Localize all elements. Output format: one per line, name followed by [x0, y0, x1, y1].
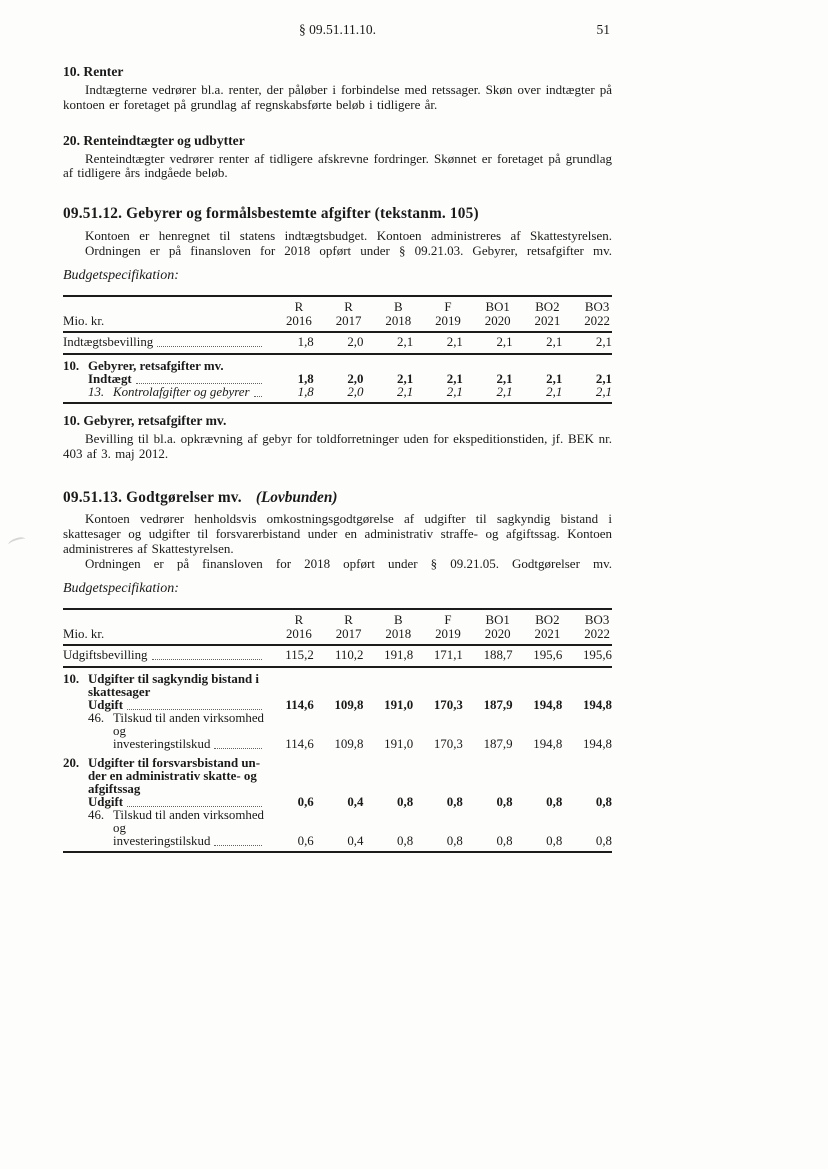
- scan-artifact: [7, 535, 27, 548]
- table-value-cell: 1,8: [297, 334, 314, 349]
- table-data-row: [63, 809, 612, 852]
- heading-09-51-13-text: 09.51.13. Godtgørelser mv.: [63, 489, 242, 507]
- paragraph-renteindtaegter: Renteindtægter vedrører renter af tidligere afskrevne fordringer. Skønnet er foretaget på grundlag af tidligere års indgåede beløb.: [63, 150, 612, 181]
- table-value-cell: 2,1: [546, 384, 563, 399]
- table-value-cell: 2,1: [446, 371, 463, 386]
- table-value-cell: 109,8: [334, 736, 364, 751]
- unit-label: Mio. kr.: [63, 626, 105, 641]
- table-value-cell: [562, 751, 612, 796]
- table-label-cell: Udgiftsbevilling: [63, 645, 264, 667]
- paragraph-09-51-13-1: Kontoen vedrører henholdsvis omkostningsgodtgørelse af udgifter til sagkyndig bistand i skattesager og udgifter til forsvarerbistand under en administrativ straffe- og afgiftssag. Kontoen administreres af Skattestyrelsen.: [63, 511, 612, 556]
- table-value-cell: 2,1: [595, 334, 612, 349]
- table-value-cell: 187,9: [483, 697, 513, 712]
- paragraph-renter: Indtægterne vedrører bl.a. renter, der påløber i forbindelse med retssager. Skøn over indtægter på kontoen er foretaget på grundlag af regnskabsførte beløb i tidligere år.: [63, 82, 612, 112]
- heading-gebyrer-retsafgifter: 10. Gebyrer, retsafgifter mv.: [63, 412, 227, 428]
- table-label-cell: 10. Udgifter til sagkyndig bistand i skattesager: [63, 671, 259, 699]
- table-value-cell: 191,8: [384, 647, 414, 662]
- column-header: BO3 2022: [584, 299, 610, 328]
- table-value-cell: 110,2: [334, 647, 364, 662]
- table-label-cell: Udgift: [63, 699, 264, 712]
- table-value-cell: 0,8: [546, 833, 563, 848]
- row-number: 13.: [88, 384, 105, 399]
- table-value-cell: [363, 354, 413, 373]
- table-value-cell: 0,6: [297, 794, 314, 809]
- table-value-cell: 0,8: [496, 833, 513, 848]
- section-ref: § 09.51.11.10.: [298, 22, 377, 37]
- table-value-cell: 0,4: [347, 833, 364, 848]
- table-value-cell: 194,8: [582, 736, 612, 751]
- paragraph-gebyrer-retsafgifter: Bevilling til bl.a. opkrævning af gebyr for toldforretninger uden for ekspeditionstiden, jf. BEK nr. 403 af 3. maj 2012.: [63, 430, 612, 461]
- column-header: R 2016: [285, 299, 312, 328]
- dotted-leader: [157, 346, 262, 347]
- table-value-cell: 194,8: [533, 736, 563, 751]
- column-header: BO1 2020: [484, 612, 511, 641]
- column-header: R 2017: [335, 612, 362, 641]
- page-body: [63, 0, 612, 853]
- budget-table-1: [63, 295, 612, 404]
- table-value-cell: 0,6: [297, 833, 314, 848]
- table-value-cell: 2,1: [397, 371, 414, 386]
- table-value-cell: 109,8: [334, 697, 364, 712]
- table-value-cell: [314, 751, 364, 796]
- table-label-cell: Udgift: [63, 796, 264, 809]
- table-value-cell: 170,3: [433, 736, 463, 751]
- unit-label: Mio. kr.: [63, 313, 105, 328]
- column-header: R 2017: [335, 299, 362, 328]
- table-value-cell: 2,1: [595, 371, 612, 386]
- page-number: 51: [596, 22, 610, 37]
- table-value-cell: [314, 667, 364, 699]
- dotted-leader: [214, 748, 262, 749]
- table-value-cell: [264, 751, 314, 796]
- table-value-cell: 170,3: [433, 697, 463, 712]
- heading-09-51-12: 09.51.12. Gebyrer og formålsbestemte afgifter (tekstanm. 105): [63, 205, 479, 223]
- table-value-cell: [463, 751, 513, 796]
- dotted-leader: [127, 709, 262, 710]
- budget-table-2: [63, 608, 612, 853]
- table-data-row: [63, 699, 612, 712]
- table-value-cell: 195,6: [582, 647, 612, 662]
- table-data-row: [63, 332, 612, 354]
- table-label-cell: 46. Tilskud til anden virksomhed og investeringstilskud: [88, 807, 264, 848]
- table-label-cell: 10. Gebyrer, retsafgifter mv.: [63, 358, 224, 373]
- table-value-cell: 0,8: [595, 833, 612, 848]
- table-value-cell: [413, 751, 463, 796]
- table-value-cell: 0,8: [397, 833, 414, 848]
- table-value-cell: 2,1: [446, 384, 463, 399]
- table-header-row: [63, 609, 612, 645]
- table-data-row: [63, 373, 612, 386]
- column-header: R 2016: [285, 612, 312, 641]
- heading-renter: 10. Renter: [63, 64, 124, 79]
- table-value-cell: 188,7: [483, 647, 513, 662]
- table-value-cell: [363, 751, 413, 796]
- table-value-cell: 1,8: [297, 371, 314, 386]
- table-value-cell: 191,0: [384, 697, 414, 712]
- table-section-row: [63, 354, 612, 373]
- column-header: BO3 2022: [584, 612, 610, 641]
- table-label-cell: 20. Udgifter til forsvarsbistand un- der en administrativ skatte- og afgiftssag: [63, 755, 261, 796]
- table-value-cell: 171,1: [433, 647, 463, 662]
- table-caption-2: Budgetspecifikation:: [63, 580, 179, 596]
- table-value-cell: [413, 667, 463, 699]
- table-value-cell: 0,8: [496, 794, 513, 809]
- heading-09-51-13: [63, 489, 612, 506]
- table-data-row: [63, 712, 612, 751]
- row-number: 10.: [63, 358, 80, 373]
- table-value-cell: [264, 354, 314, 373]
- table-value-cell: [264, 667, 314, 699]
- table-value-cell: 194,8: [582, 697, 612, 712]
- table-value-cell: [463, 354, 513, 373]
- table-data-row: [63, 645, 612, 667]
- table-label-cell: 13. Kontrolafgifter og gebyrer: [63, 386, 264, 403]
- table-value-cell: 194,8: [533, 697, 563, 712]
- table-value-cell: 2,1: [446, 334, 463, 349]
- table-label-cell: Indtægtsbevilling: [63, 332, 264, 354]
- dotted-leader: [127, 806, 262, 807]
- row-number: 46.: [88, 710, 105, 725]
- paragraph-09-51-13-2: Ordningen er på finansloven for 2018 opført under § 09.21.05. Godtgørelser mv.: [85, 555, 612, 571]
- table-value-cell: 2,1: [397, 384, 414, 399]
- table-value-cell: 2,1: [496, 371, 513, 386]
- table-value-cell: [314, 354, 364, 373]
- table-value-cell: [513, 751, 563, 796]
- paragraph-09-51-12-1: Kontoen er henregnet til statens indtægtsbudget. Kontoen administreres af Skattestyrelsen.: [85, 228, 612, 244]
- table-label-cell: 46. Tilskud til anden virksomhed og investeringstilskud: [88, 710, 264, 751]
- column-header: B 2018: [385, 299, 412, 328]
- table-value-cell: 0,8: [595, 794, 612, 809]
- table-value-cell: 2,1: [496, 384, 513, 399]
- table-value-cell: 2,1: [595, 384, 612, 399]
- table-value-cell: 191,0: [384, 736, 414, 751]
- table-section-row: [63, 667, 612, 699]
- column-header: F 2019: [435, 299, 461, 328]
- table-value-cell: 2,1: [546, 334, 563, 349]
- dotted-leader: [136, 383, 262, 384]
- table-value-cell: [513, 667, 563, 699]
- heading-lovbunden-note: (Lovbunden): [255, 489, 338, 507]
- table-value-cell: 115,2: [285, 647, 314, 662]
- table-section-row: [63, 751, 612, 796]
- table-value-cell: 2,0: [347, 384, 364, 399]
- table-header-row: [63, 296, 612, 332]
- table-value-cell: 2,1: [496, 334, 513, 349]
- table-caption-1: Budgetspecifikation:: [63, 267, 179, 283]
- table-label-cell: Indtægt: [63, 373, 264, 386]
- column-header: F 2019: [435, 612, 461, 641]
- column-header: BO1 2020: [484, 299, 511, 328]
- table-value-cell: [413, 354, 463, 373]
- column-header: B 2018: [385, 612, 412, 641]
- table-value-cell: 2,1: [397, 334, 414, 349]
- table-value-cell: 2,0: [347, 334, 364, 349]
- table-value-cell: 0,8: [446, 794, 463, 809]
- table-value-cell: 0,8: [546, 794, 563, 809]
- dotted-leader: [152, 659, 263, 660]
- table-value-cell: 2,0: [347, 371, 364, 386]
- table-data-row: [63, 796, 612, 809]
- table-value-cell: 0,8: [397, 794, 414, 809]
- table-value-cell: 114,6: [285, 736, 314, 751]
- paragraph-09-51-12-2: Ordningen er på finansloven for 2018 opført under § 09.21.03. Gebyrer, retsafgifter mv.: [85, 242, 612, 258]
- table-value-cell: 0,8: [446, 833, 463, 848]
- row-number: 46.: [88, 807, 105, 822]
- table-value-cell: [562, 354, 612, 373]
- table-value-cell: 1,8: [297, 384, 314, 399]
- row-number: 20.: [63, 755, 80, 770]
- table-value-cell: 187,9: [483, 736, 513, 751]
- heading-renteindtaegter: 20. Renteindtægter og udbytter: [63, 132, 245, 148]
- table-value-cell: 114,6: [285, 697, 314, 712]
- table-value-cell: 195,6: [533, 647, 563, 662]
- column-header: BO2 2021: [534, 612, 561, 641]
- table-value-cell: [463, 667, 513, 699]
- table-value-cell: [363, 667, 413, 699]
- table-value-cell: 2,1: [546, 371, 563, 386]
- table-data-row: [63, 386, 612, 403]
- row-number: 10.: [63, 671, 80, 686]
- column-header: BO2 2021: [534, 299, 561, 328]
- table-value-cell: 0,4: [347, 794, 364, 809]
- table-value-cell: [513, 354, 563, 373]
- dotted-leader: [254, 396, 263, 397]
- dotted-leader: [214, 845, 262, 846]
- table-value-cell: [562, 667, 612, 699]
